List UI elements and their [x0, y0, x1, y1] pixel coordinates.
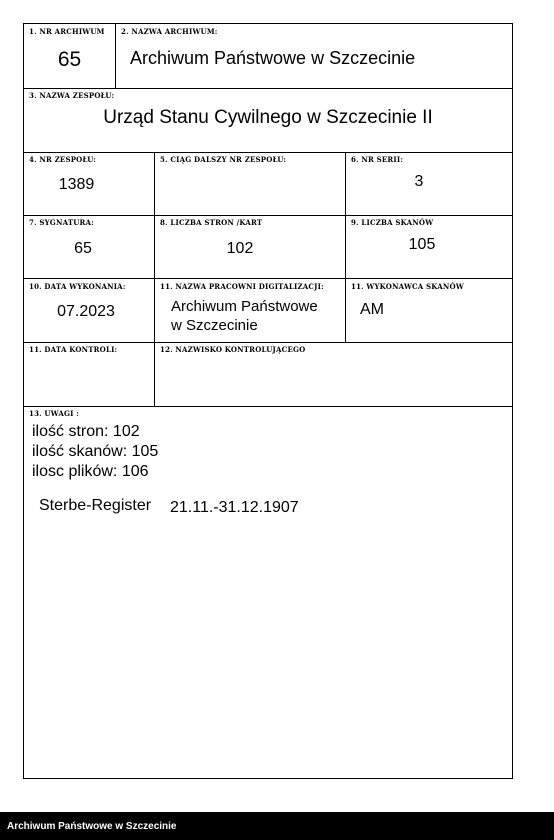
nazwa-zespolu-label: 3. NAZWA ZESPOŁU: — [29, 91, 115, 100]
data-wykonania-label: 10. DATA WYKONANIA: — [29, 282, 126, 291]
wykonawca-label: 11. WYKONAWCA SKANÓW — [351, 282, 464, 291]
data-wykonania-value: 07.2023 — [57, 303, 115, 320]
data-kontroli-label: 11. DATA KONTROLI: — [29, 345, 118, 354]
nr-archiwum-value: 65 — [57, 48, 82, 71]
nr-serii-value: 3 — [414, 173, 424, 190]
nr-zespolu-value: 1389 — [58, 176, 95, 193]
sygnatura-label: 7. SYGNATURA: — [29, 218, 94, 227]
nr-serii-label: 6. NR SERII: — [351, 155, 404, 164]
nazwa-zespolu-value: Urząd Stanu Cywilnego w Szczecinie II — [103, 107, 433, 128]
pracownia-label: 11. NAZWA PRACOWNI DIGITALIZACJI: — [160, 282, 324, 291]
kontrolujacy-label: 12. NAZWISKO KONTROLUJĄCEGO — [160, 345, 306, 354]
col-divider — [154, 152, 155, 406]
footer-text: Archiwum Państwowe w Szczecinie — [7, 821, 177, 832]
row-divider — [24, 152, 512, 153]
uwagi-skany-label: ilość skanów: — [32, 443, 128, 460]
archive-card — [23, 23, 513, 779]
liczba-skanow-value: 105 — [408, 236, 436, 253]
liczba-stron-value: 102 — [226, 240, 254, 257]
col-divider — [115, 24, 116, 88]
uwagi-pliki-value: 106 — [121, 463, 149, 480]
nr-archiwum-label: 1. NR ARCHIWUM — [29, 27, 105, 36]
uwagi-skany-value: 105 — [131, 443, 159, 460]
row-divider — [24, 88, 512, 89]
footer-bar — [0, 812, 554, 840]
sygnatura-value: 65 — [74, 240, 92, 257]
register-label: Sterbe-Register — [39, 497, 152, 514]
row-divider — [24, 215, 512, 216]
liczba-skanow-label: 9. LICZBA SKANÓW — [351, 218, 434, 227]
row-divider — [24, 342, 512, 343]
uwagi-strony-label: ilość stron: — [32, 423, 109, 440]
ciag-dalszy-label: 5. CIĄG DALSZY NR ZESPOŁU: — [160, 155, 287, 164]
nazwa-archiwum-label: 2. NAZWA ARCHIWUM: — [121, 27, 218, 36]
uwagi-strony-value: 102 — [112, 423, 140, 440]
row-divider — [24, 278, 512, 279]
row-divider — [24, 406, 512, 407]
uwagi-line-skany — [32, 443, 158, 461]
pracownia-line1: Archiwum Państwowe — [171, 298, 318, 315]
uwagi-line-pliki — [32, 463, 149, 481]
liczba-stron-label: 8. LICZBA STRON /KART — [160, 218, 263, 227]
nazwa-archiwum-value: Archiwum Państwowe w Szczecinie — [130, 48, 416, 68]
uwagi-line-strony — [32, 423, 140, 441]
uwagi-label: 13. UWAGI : — [29, 409, 80, 418]
uwagi-pliki-label: ilosc plików: — [32, 463, 118, 480]
pracownia-line2: w Szczecinie — [171, 317, 258, 334]
wykonawca-value: AM — [360, 301, 384, 318]
register-dates: 21.11.-31.12.1907 — [170, 499, 299, 516]
nr-zespolu-label: 4. NR ZESPOŁU: — [29, 155, 97, 164]
